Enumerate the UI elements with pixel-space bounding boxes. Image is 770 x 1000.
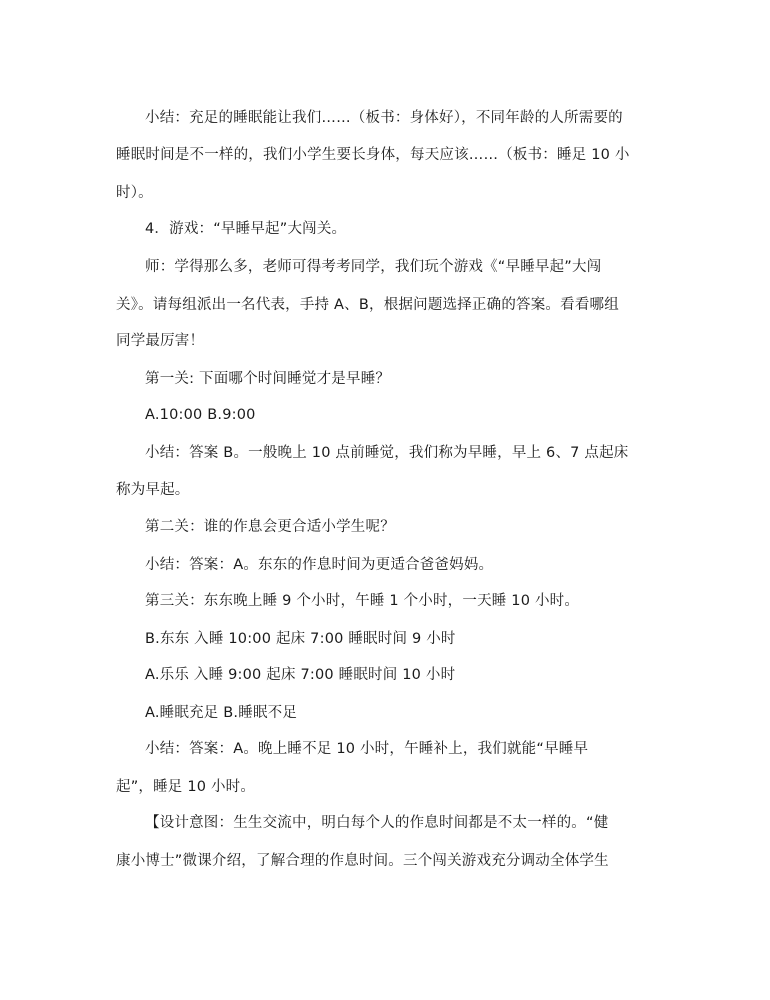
paragraph-line: 康小博士”微课介绍，了解合理的作息时间。三个闯关游戏充分调动全体学生 <box>116 852 609 869</box>
paragraph-line: 师：学得那么多，老师可得考考同学，我们玩个游戏《“早睡早起”大闯 <box>145 258 602 275</box>
section-heading: 4．游戏：“早睡早起”大闯关。 <box>145 220 347 237</box>
paragraph-line: 小结：答案 B。一般晚上 10 点前睡觉，我们称为早睡，早上 6、7 点起床 <box>145 444 629 461</box>
paragraph-line: 小结：答案：A。东东的作息时间为更适合爸爸妈妈。 <box>145 556 494 573</box>
paragraph-line: 时）。 <box>116 184 153 201</box>
answer-options: A.睡眠充足 B.睡眠不足 <box>145 704 298 721</box>
schedule-line: A.乐乐 入睡 9:00 起床 7:00 睡眠时间 10 小时 <box>145 666 456 683</box>
paragraph-line: 起”，睡足 10 小时。 <box>116 778 256 795</box>
paragraph-line: 称为早起。 <box>116 481 190 498</box>
schedule-line: B.东东 入睡 10:00 起床 7:00 睡眠时间 9 小时 <box>145 630 456 647</box>
paragraph-line: 小结：答案：A。晚上睡不足 10 小时，午睡补上，我们就能“早睡早 <box>145 740 589 757</box>
paragraph-line: 第三关：东东晚上睡 9 个小时，午睡 1 个小时，一天睡 10 小时。 <box>145 592 580 609</box>
paragraph-line: 睡眠时间是不一样的，我们小学生要长身体，每天应该……（板书：睡足 10 小 <box>116 146 630 163</box>
paragraph-line: 【设计意图：生生交流中，明白每个人的作息时间都是不太一样的。“健 <box>145 814 609 831</box>
paragraph-line: 第二关：谁的作息会更合适小学生呢？ <box>145 518 395 535</box>
paragraph-line: 第一关: 下面哪个时间睡觉才是早睡？ <box>145 370 391 387</box>
paragraph-line: 同学最厉害！ <box>116 332 205 349</box>
paragraph-line: 小结：充足的睡眠能让我们……（板书：身体好），不同年龄的人所需要的 <box>145 109 623 126</box>
answer-options: A.10:00 B.9:00 <box>145 406 256 423</box>
paragraph-line: 关》。请每组派出一名代表，手持 A、B，根据问题选择正确的答案。看看哪组 <box>116 296 619 313</box>
